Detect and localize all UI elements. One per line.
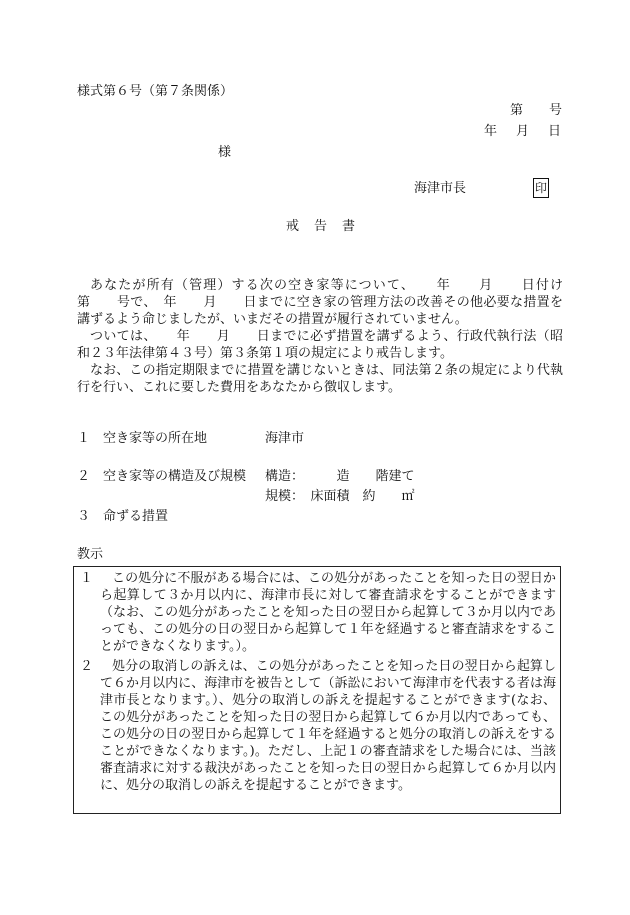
item-3-label: ３ 命ずる措置 [77, 509, 169, 524]
document-title: 戒 告 書 [286, 219, 357, 234]
notice-item-2-text: 処分の取消しの訴えは、この処分があったことを知った日の翌日から起算して６か月以内に、海津市を被告として（訴訟において海津市を代表する者は海津市長となります。）、処分の取消しの訴えを提起することができます(なお、この処分があったことを知った日の翌日から起算して６か月以内であっても、この処分の日の翌日から起算して１年を経過すると処分の取消しの訴えをすることができなくなります。)。ただし、上記１の審査請求をした場合には、当該審査請求に対する裁決があったことを知った日の翌日から起算して６か月以内に、処分の取消しの訴えを提起することができます。 [100, 659, 556, 793]
notice-item-2-number: ２ [80, 659, 94, 674]
item-1-label: １ 空き家等の所在地 [77, 431, 208, 446]
notice-item-1-text: この処分に不服がある場合には、この処分があったことを知った日の翌日から起算して３か月以内に、海津市長に対して審査請求をすることができます（なお、この処分があったことを知った日の翌日から起算して３か月以内であっても、この処分の日の翌日から起算して１年を経過すると審査請求をすることができなくなります。）。 [100, 571, 556, 654]
document-number [510, 103, 562, 119]
seal-mark [533, 178, 549, 198]
issuer-name: 海津市長 [414, 181, 467, 196]
date-year: 年 [484, 124, 498, 139]
body-paragraph-3: なお、この指定期限までに措置を講じないときは、同法第２条の規定により代執行を行い、これに要した費用をあなたから徴収します。 [77, 363, 563, 395]
addressee-suffix: 様 [218, 145, 232, 160]
notice-item-1 [80, 570, 556, 655]
item-2-label: ２ 空き家等の構造及び規模 [77, 469, 247, 484]
doc-no-prefix: 第 [510, 103, 524, 118]
item-2-structure: 構造： 造 階建て [265, 469, 415, 484]
issue-date [484, 124, 561, 140]
date-month: 月 [516, 124, 530, 139]
body-paragraph-1: あなたが所有（管理）する次の空き家等について、 年 月 日付け 第 号で、 年 月 日までに空き家の管理方法の改善その他必要な措置を講ずるよう命じましたが、いまだその措置が履行されていません。 [77, 278, 590, 327]
item-1-value: 海津市 [265, 431, 305, 446]
item-2-scale: 規模： 床面積 約 ㎡ [265, 489, 415, 504]
notice-item-1-number: １ [80, 571, 94, 586]
seal-label: 印 [533, 178, 549, 198]
notice-heading: 教示 [77, 547, 104, 562]
date-day: 日 [548, 124, 562, 139]
form-number-label: 様式第６号（第７条関係） [77, 84, 234, 99]
body-paragraph-2: ついては、 年 月 日までに必ず措置を講ずるよう、行政代執行法（昭和２３年法律第４３号）第３条第１項の規定により戒告します。 [77, 329, 563, 361]
notice-box [73, 566, 561, 814]
doc-no-suffix: 号 [549, 103, 563, 118]
notice-item-2 [80, 658, 556, 794]
